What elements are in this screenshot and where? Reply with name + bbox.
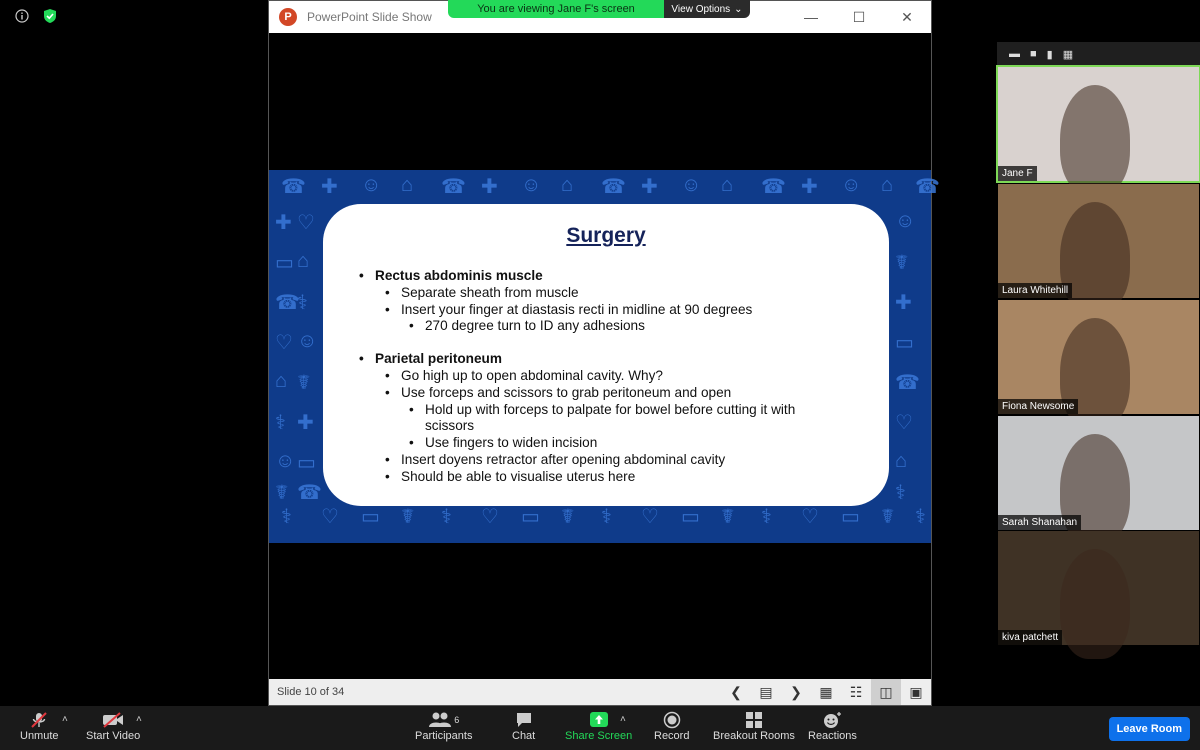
medical-pattern-icon: ✚ bbox=[275, 212, 292, 234]
side-by-side-icon[interactable]: ▮ bbox=[1046, 48, 1053, 61]
slide-bullet-level-2 bbox=[385, 469, 809, 486]
medical-pattern-icon: ▭ bbox=[521, 506, 540, 528]
medical-pattern-icon: ▭ bbox=[895, 332, 914, 354]
medical-pattern-icon: ☎ bbox=[275, 292, 300, 314]
maximize-icon[interactable]: ☐ bbox=[852, 8, 866, 25]
slide-bullet-level-2 bbox=[385, 452, 809, 469]
breakout-rooms-icon bbox=[745, 710, 763, 730]
participant-video-tile[interactable] bbox=[998, 300, 1199, 414]
slide-bullet-level-3 bbox=[409, 318, 809, 335]
medical-pattern-icon: ♡ bbox=[297, 212, 315, 234]
medical-pattern-icon: ▭ bbox=[681, 506, 700, 528]
medical-pattern-icon: ☎ bbox=[761, 176, 786, 198]
powerpoint-window bbox=[268, 0, 940, 706]
chevron-down-icon: ⌄ bbox=[734, 3, 743, 15]
muted-mic-icon bbox=[30, 710, 48, 730]
bullet-dot-icon: • bbox=[385, 451, 390, 467]
shield-icon[interactable] bbox=[42, 8, 58, 24]
participant-name: kiva patchett bbox=[998, 630, 1062, 645]
medical-pattern-icon: ☎ bbox=[281, 176, 306, 198]
medical-pattern-icon: ⌂ bbox=[895, 450, 908, 472]
share-options-chevron-icon[interactable]: ˄ bbox=[620, 714, 626, 725]
chat-icon bbox=[515, 710, 533, 730]
record-button[interactable] bbox=[654, 710, 689, 742]
medical-pattern-icon: ☤ bbox=[297, 372, 311, 394]
bullet-dot-icon: • bbox=[385, 384, 390, 400]
slide-bullet-text: Hold up with forceps to palpate for bowel before cutting it with scissors bbox=[425, 401, 796, 434]
ppt-window-title: PowerPoint Slide Show bbox=[307, 10, 432, 24]
minimize-icon[interactable]: — bbox=[804, 9, 818, 25]
slide-bullet-level-1 bbox=[359, 268, 809, 285]
slide-bullet-list bbox=[359, 268, 809, 486]
participant-video-tile[interactable] bbox=[998, 531, 1199, 645]
screen-share-banner bbox=[448, 0, 750, 18]
bullet-dot-icon: • bbox=[385, 301, 390, 317]
bullet-dot-icon: • bbox=[409, 318, 414, 334]
video-off-icon bbox=[102, 710, 124, 730]
slide-bullet-text: 270 degree turn to ID any adhesions bbox=[425, 318, 645, 334]
participant-silhouette bbox=[1060, 549, 1130, 659]
bullet-dot-icon: • bbox=[409, 435, 414, 451]
participant-name: Jane F bbox=[998, 166, 1037, 181]
share-screen-icon bbox=[589, 710, 609, 730]
bullet-dot-icon: • bbox=[409, 401, 414, 417]
chat-button[interactable] bbox=[512, 710, 535, 742]
medical-pattern-icon: ☤ bbox=[561, 506, 575, 528]
slide-bullet-level-2 bbox=[385, 368, 809, 385]
medical-pattern-icon: ⌂ bbox=[721, 174, 734, 196]
medical-pattern-icon: ☤ bbox=[275, 482, 289, 504]
unmute-button[interactable] bbox=[20, 710, 59, 742]
view-options-label: View Options bbox=[671, 3, 731, 15]
participants-icon bbox=[428, 710, 459, 730]
bullet-dot-icon: • bbox=[359, 351, 364, 367]
previous-slide-icon[interactable]: ❮ bbox=[730, 683, 742, 700]
slide-bullet-text: Use forceps and scissors to grab peritoneum and open bbox=[401, 384, 732, 400]
reactions-button[interactable] bbox=[808, 710, 857, 742]
record-label: Record bbox=[654, 730, 690, 742]
reactions-label: Reactions bbox=[808, 730, 857, 742]
slide-content-card bbox=[323, 204, 889, 506]
bullet-dot-icon: • bbox=[359, 268, 364, 283]
medical-pattern-icon: ▭ bbox=[297, 452, 316, 474]
medical-pattern-icon: ☺ bbox=[361, 174, 382, 196]
slide-bullet-level-2 bbox=[385, 385, 809, 402]
participant-silhouette bbox=[1060, 85, 1130, 195]
record-icon bbox=[663, 710, 681, 730]
medical-pattern-icon: ☤ bbox=[721, 506, 735, 528]
bullet-dot-icon: • bbox=[385, 284, 390, 300]
medical-pattern-icon: ✚ bbox=[297, 412, 314, 434]
meeting-toolbar bbox=[0, 706, 1200, 750]
powerpoint-logo-icon: P bbox=[279, 8, 297, 26]
share-screen-label: Share Screen bbox=[565, 730, 633, 742]
slide bbox=[269, 170, 940, 543]
video-options-chevron-icon[interactable]: ˄ bbox=[136, 714, 142, 725]
start-video-button[interactable] bbox=[86, 710, 140, 742]
medical-pattern-icon: ♡ bbox=[801, 506, 819, 528]
medical-pattern-icon: ♡ bbox=[275, 332, 293, 354]
unmute-label: Unmute bbox=[20, 730, 59, 742]
medical-pattern-icon: ▭ bbox=[841, 506, 860, 528]
medical-pattern-icon: ☺ bbox=[681, 174, 702, 196]
medical-pattern-icon: ⌂ bbox=[275, 370, 288, 392]
medical-pattern-icon: ⚕ bbox=[275, 412, 286, 434]
medical-pattern-icon: ♡ bbox=[641, 506, 659, 528]
slide-title: Surgery bbox=[566, 224, 646, 247]
slide-bullet-text: Insert your finger at diastasis recti in midline at 90 degrees bbox=[401, 301, 753, 317]
medical-pattern-icon: ✚ bbox=[641, 176, 658, 198]
slide-bullet-text: Separate sheath from muscle bbox=[401, 284, 579, 300]
slide-bullet-level-2 bbox=[385, 285, 809, 302]
slide-menu-icon[interactable]: ▤ bbox=[759, 683, 773, 700]
slide-bullet-spacer bbox=[359, 335, 809, 351]
medical-pattern-icon: ⌂ bbox=[297, 250, 310, 272]
info-icon[interactable] bbox=[14, 8, 30, 24]
participant-name: Laura Whitehill bbox=[998, 283, 1072, 298]
medical-pattern-icon: ☎ bbox=[895, 372, 920, 394]
medical-pattern-icon: ⚕ bbox=[895, 482, 906, 504]
slide-bullet-text: Go high up to open abdominal cavity. Why? bbox=[401, 367, 663, 383]
chat-label: Chat bbox=[512, 730, 536, 742]
medical-pattern-icon: ⚕ bbox=[601, 506, 612, 528]
reading-view-icon[interactable]: ◫ bbox=[871, 679, 901, 705]
start-video-label: Start Video bbox=[86, 730, 141, 742]
participant-name: Sarah Shanahan bbox=[998, 515, 1081, 530]
reactions-icon bbox=[822, 710, 842, 730]
participants-count: 6 bbox=[454, 715, 460, 725]
slide-bullet-level-3 bbox=[409, 435, 809, 452]
medical-pattern-icon: ✚ bbox=[321, 176, 338, 198]
next-slide-icon[interactable]: ❯ bbox=[790, 683, 802, 700]
slide-bullet-level-1 bbox=[359, 351, 809, 368]
slideshow-view-icon[interactable]: ▣ bbox=[909, 683, 923, 700]
gallery-view-controls bbox=[997, 42, 1200, 66]
medical-pattern-icon: ♡ bbox=[481, 506, 499, 528]
medical-pattern-icon: ☎ bbox=[441, 176, 466, 198]
viewing-screen-text: You are viewing Jane F's screen bbox=[448, 0, 664, 18]
medical-pattern-icon: ☤ bbox=[881, 506, 895, 528]
medical-pattern-icon: ⚕ bbox=[281, 506, 292, 528]
medical-pattern-icon: ⌂ bbox=[401, 174, 414, 196]
medical-pattern-icon: ☺ bbox=[297, 330, 318, 352]
medical-pattern-icon: ✚ bbox=[481, 176, 498, 198]
close-icon[interactable]: ✕ bbox=[901, 8, 913, 25]
medical-pattern-icon: ✚ bbox=[801, 176, 818, 198]
breakout-rooms-label: Breakout Rooms bbox=[713, 730, 795, 742]
participants-label: Participants bbox=[415, 730, 473, 742]
medical-pattern-icon: ⌂ bbox=[881, 174, 894, 196]
participant-video-tile[interactable] bbox=[998, 67, 1199, 181]
medical-pattern-icon: ▭ bbox=[361, 506, 380, 528]
leave-room-button[interactable]: Leave Room bbox=[1109, 717, 1190, 741]
medical-pattern-icon: ☤ bbox=[401, 506, 415, 528]
slide-bullet-level-2 bbox=[385, 302, 809, 319]
speaker-view-icon[interactable]: ■ bbox=[1030, 48, 1037, 60]
audio-options-chevron-icon[interactable]: ˄ bbox=[62, 714, 68, 725]
slide-bullet-level-3 bbox=[409, 402, 809, 436]
participant-video-tile[interactable] bbox=[998, 184, 1199, 298]
medical-pattern-icon: ♡ bbox=[321, 506, 339, 528]
top-left-icons bbox=[14, 8, 58, 24]
medical-pattern-icon: ▭ bbox=[275, 252, 294, 274]
medical-pattern-icon: ☺ bbox=[521, 174, 542, 196]
medical-pattern-icon: ☺ bbox=[275, 450, 296, 472]
medical-pattern-icon: ⚕ bbox=[761, 506, 772, 528]
medical-pattern-icon: ☺ bbox=[841, 174, 862, 196]
slide-bullet-text: Should be able to visualise uterus here bbox=[401, 468, 636, 484]
slide-bullet-text: Parietal peritoneum bbox=[375, 351, 502, 367]
normal-view-icon[interactable]: ▦ bbox=[819, 683, 833, 700]
slide-bullet-text: Insert doyens retractor after opening abdominal cavity bbox=[401, 451, 726, 467]
participant-name: Fiona Newsome bbox=[998, 399, 1078, 414]
medical-pattern-icon: ☎ bbox=[601, 176, 626, 198]
gallery-view-icon[interactable]: ▦ bbox=[1062, 48, 1074, 61]
slide-bullet-text: Rectus abdominis muscle bbox=[375, 268, 543, 283]
participants-button[interactable] bbox=[415, 710, 472, 742]
slide-number: Slide 10 of 34 bbox=[277, 686, 345, 698]
view-options-button[interactable] bbox=[664, 0, 750, 18]
breakout-rooms-button[interactable] bbox=[713, 710, 795, 742]
medical-pattern-icon: ⚕ bbox=[915, 506, 926, 528]
medical-pattern-icon: ☎ bbox=[297, 482, 322, 504]
medical-pattern-icon: ⌂ bbox=[561, 174, 574, 196]
medical-pattern-icon: ♡ bbox=[895, 412, 913, 434]
medical-pattern-icon: ⚕ bbox=[441, 506, 452, 528]
participant-video-tile[interactable] bbox=[998, 416, 1199, 530]
minimize-video-icon[interactable]: ▬ bbox=[1009, 48, 1020, 60]
medical-pattern-icon: ☺ bbox=[895, 210, 916, 232]
medical-pattern-icon: ☎ bbox=[915, 176, 940, 198]
medical-pattern-icon: ⚕ bbox=[297, 292, 308, 314]
slide-sorter-icon[interactable]: ☷ bbox=[849, 683, 863, 700]
slide-bullet-text: Use fingers to widen incision bbox=[425, 435, 598, 451]
medical-pattern-icon: ✚ bbox=[895, 292, 912, 314]
medical-pattern-icon: ☤ bbox=[895, 252, 909, 274]
ppt-status-bar bbox=[269, 679, 931, 705]
bullet-dot-icon: • bbox=[385, 468, 390, 484]
bullet-dot-icon: • bbox=[385, 367, 390, 383]
